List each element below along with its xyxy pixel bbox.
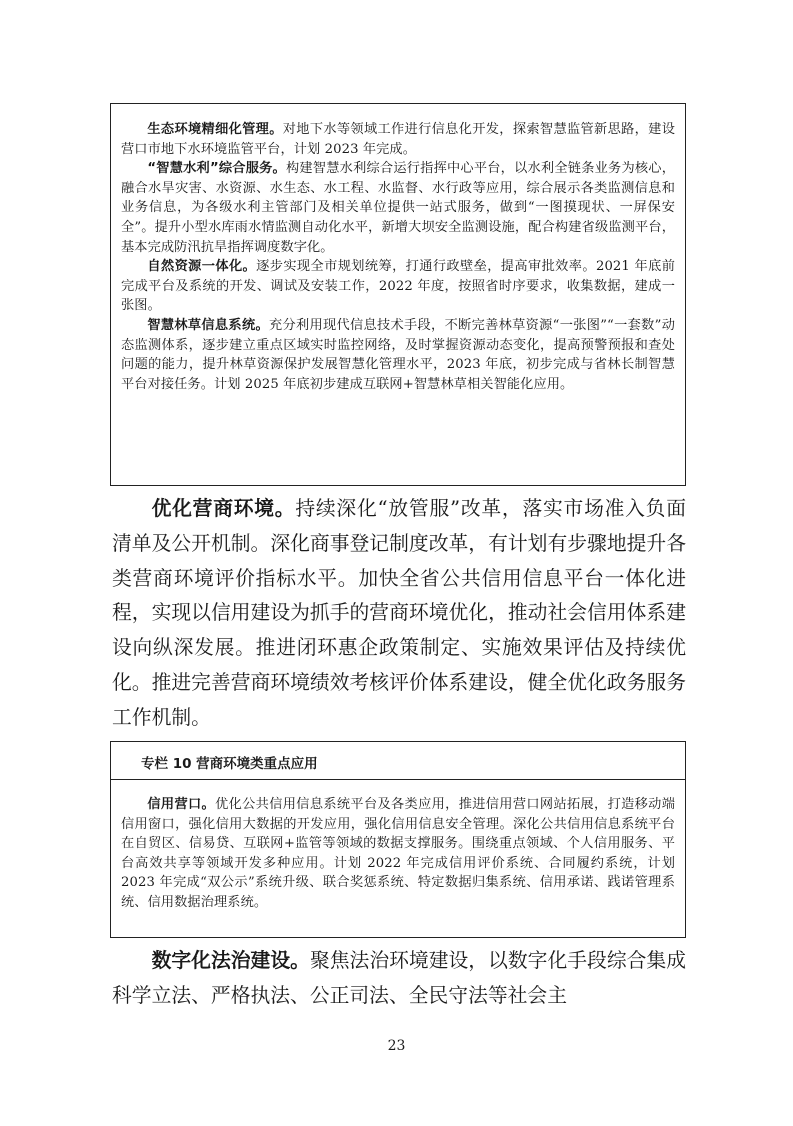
box-paragraph bbox=[121, 120, 675, 159]
body-paragraph-digital-rule-of-law bbox=[112, 944, 686, 1014]
column-box-body bbox=[111, 780, 685, 913]
section-heading: 优化营商环境。 bbox=[151, 497, 296, 520]
paragraph-title: 智慧林草信息系统。 bbox=[147, 317, 269, 333]
paragraph-title: 生态环境精细化管理。 bbox=[147, 122, 283, 137]
column-box-title: 专栏 10 营商环境类重点应用 bbox=[111, 742, 685, 780]
box-paragraph bbox=[121, 159, 675, 257]
paragraph-text: 逐步实现全市规划统筹，打通行政壁垒，提高审批效率。2021 年底前完成平台及系统的开发、调试及安装工作，2022 年度，按照省时序要求，收集数据，建成一张图。 bbox=[121, 259, 675, 314]
paragraph-text: 优化公共信用信息系统平台及各类应用，推进信用营口网站拓展，打造移动端信用窗口，强化信用大数据的开发应用，强化信用信息安全管理。深化公共信用信息系统平台在自贸区、信易贷、互联网+监管等领域的数据支撑服务。围绕重点领域、个人信用服务、平台高效共享等领域开发多种应用。计划 2022 年完成信用评价系统、合同履约系统，计划 2023 年完成“双公示”系统升级、联合奖惩系统、特定数据归集系统、信用承诺、践诺管理系统、信用数据治理系统。 bbox=[121, 797, 676, 910]
column-box-business-environment bbox=[110, 741, 686, 938]
section-heading: 数字化法治建设。 bbox=[151, 949, 310, 972]
body-paragraph-business-environment bbox=[112, 492, 686, 736]
box-paragraph bbox=[121, 316, 675, 394]
box-paragraph bbox=[121, 795, 675, 913]
paragraph-title: 自然资源一体化。 bbox=[147, 259, 257, 275]
section-text: 聚焦法治环境建设，以数字化手段综合集成科学立法、严格执法、公正司法、全民守法等社会主 bbox=[112, 949, 686, 1007]
info-box-ecology-water-resources bbox=[110, 103, 686, 486]
page-number: 23 bbox=[387, 1038, 406, 1054]
box-paragraph bbox=[121, 257, 675, 316]
paragraph-title: 信用营口。 bbox=[147, 797, 216, 812]
paragraph-text: 充分利用现代信息技术手段，不断完善林草资源“一张图”“一套数”动态监测体系，逐步建立重点区域实时监控网络，及时掌握资源动态变化，提高预警预报和查处问题的能力，提升林草资源保护发展智慧化管理水平，2023 年底，初步完成与省林长制智慧平台对接任务。计划 2025 年底初步建成互联网+智慧林草相关智能化应用。 bbox=[121, 317, 675, 392]
paragraph-title: “智慧水利”综合服务。 bbox=[147, 161, 286, 177]
paragraph-text: 构建智慧水利综合运行指挥中心平台，以水利全链条业务为核心，融合水旱灾害、水资源、水生态、水工程、水监督、水行政等应用，综合展示各类监测信息和业务信息，为各级水利主管部门及相关单位提供一站式服务，做到“一图摸现状、一屏保安全”。提升小型水库雨水情监测自动化水平，新增大坝安全监测设施，配合构建省级监测平台，基本完成防汛抗旱指挥调度数字化。 bbox=[121, 161, 675, 255]
paragraph-text: 对地下水等领域工作进行信息化开发，探索智慧监管新思路，建设营口市地下水环境监管平台，计划 2023 年完成。 bbox=[121, 122, 676, 157]
section-text: 持续深化“放管服”改革，落实市场准入负面清单及公开机制。深化商事登记制度改革，有计划有步骤地提升各类营商环境评价指标水平。加快全省公共信用信息平台一体化进程，实现以信用建设为抓手的营商环境优化，推动社会信用体系建设向纵深发展。推进闭环惠企政策制定、实施效果评估及持续优化。推进完善营商环境绩效考核评价体系建设，健全优化政务服务工作机制。 bbox=[112, 497, 686, 729]
